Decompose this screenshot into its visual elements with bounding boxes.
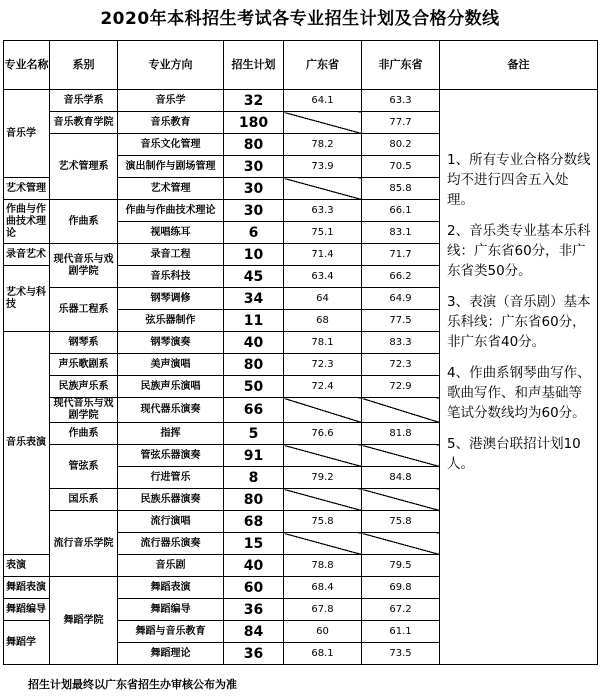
- direction-cell: 民族声乐演唱: [118, 376, 224, 398]
- dept-cell: 声乐歌剧系: [50, 354, 118, 376]
- direction-cell: 音乐科技: [118, 266, 224, 288]
- non-guangdong-score-cell: 77.5: [362, 310, 440, 332]
- guangdong-score-cell: 73.9: [284, 156, 362, 178]
- remark-note: 4、作曲系钢琴曲写作、歌曲写作、和声基础等笔试分数线均为60分。: [447, 365, 591, 421]
- direction-cell: 舞蹈表演: [118, 577, 224, 599]
- direction-cell: 行进管乐: [118, 467, 224, 489]
- non-guangdong-score-cell: 83.1: [362, 222, 440, 244]
- major-cell: 艺术管理: [4, 178, 50, 200]
- non-guangdong-score-cell: 85.8: [362, 178, 440, 200]
- plan-cell: 30: [224, 156, 284, 178]
- header-remarks: 备注: [440, 41, 598, 90]
- direction-cell: 舞蹈理论: [118, 643, 224, 665]
- non-guangdong-score-cell: 64.9: [362, 288, 440, 310]
- remarks-cell: [440, 90, 598, 665]
- guangdong-score-cell: 72.3: [284, 354, 362, 376]
- empty-score-cell: [284, 489, 362, 511]
- plan-cell: 36: [224, 643, 284, 665]
- direction-cell: 艺术管理: [118, 178, 224, 200]
- header-plan: 招生计划: [224, 41, 284, 90]
- guangdong-score-cell: 78.8: [284, 555, 362, 577]
- non-guangdong-score-cell: 67.2: [362, 599, 440, 621]
- plan-cell: 40: [224, 332, 284, 354]
- plan-cell: 40: [224, 555, 284, 577]
- major-cell: 音乐表演: [4, 332, 50, 555]
- guangdong-score-cell: 78.2: [284, 134, 362, 156]
- non-guangdong-score-cell: 84.8: [362, 467, 440, 489]
- non-guangdong-score-cell: 81.8: [362, 423, 440, 445]
- direction-cell: 视唱练耳: [118, 222, 224, 244]
- direction-cell: 音乐文化管理: [118, 134, 224, 156]
- plan-cell: 10: [224, 244, 284, 266]
- plan-cell: 36: [224, 599, 284, 621]
- direction-cell: 管弦乐器演奏: [118, 445, 224, 467]
- direction-cell: 弦乐器制作: [118, 310, 224, 332]
- remark-note: 1、所有专业合格分数线均不进行四舍五入处理。: [447, 152, 591, 208]
- non-guangdong-score-cell: 71.7: [362, 244, 440, 266]
- page-title: 2020年本科招生考试各专业招生计划及合格分数线: [100, 9, 500, 29]
- guangdong-score-cell: 60: [284, 621, 362, 643]
- guangdong-score-cell: 64.1: [284, 90, 362, 112]
- major-cell: 艺术与科技: [4, 266, 50, 332]
- plan-cell: 80: [224, 134, 284, 156]
- plan-cell: 32: [224, 90, 284, 112]
- dept-cell: 音乐教育学院: [50, 112, 118, 134]
- direction-cell: 音乐剧: [118, 555, 224, 577]
- major-cell: 音乐学: [4, 90, 50, 178]
- direction-cell: 指挥: [118, 423, 224, 445]
- plan-cell: 30: [224, 200, 284, 222]
- plan-cell: 15: [224, 533, 284, 555]
- dept-cell: 音乐学系: [50, 90, 118, 112]
- plan-cell: 180: [224, 112, 284, 134]
- table-row: [4, 90, 598, 112]
- empty-score-cell: [362, 445, 440, 467]
- plan-cell: 8: [224, 467, 284, 489]
- non-guangdong-score-cell: 77.7: [362, 112, 440, 134]
- guangdong-score-cell: 63.4: [284, 266, 362, 288]
- direction-cell: 民族乐器演奏: [118, 489, 224, 511]
- guangdong-score-cell: 63.3: [284, 200, 362, 222]
- plan-cell: 80: [224, 354, 284, 376]
- direction-cell: 演出制作与剧场管理: [118, 156, 224, 178]
- plan-cell: 50: [224, 376, 284, 398]
- empty-score-cell: [362, 533, 440, 555]
- plan-cell: 60: [224, 577, 284, 599]
- guangdong-score-cell: 75.1: [284, 222, 362, 244]
- remark-note: 2、音乐类专业基本乐科线：广东省60分，非广东省类50分。: [447, 223, 591, 279]
- guangdong-score-cell: 71.4: [284, 244, 362, 266]
- non-guangdong-score-cell: 66.1: [362, 200, 440, 222]
- header-major: 专业名称: [4, 41, 50, 90]
- dept-cell: 民族声乐系: [50, 376, 118, 398]
- empty-score-cell: [284, 178, 362, 200]
- dept-cell: 作曲系: [50, 423, 118, 445]
- non-guangdong-score-cell: 66.2: [362, 266, 440, 288]
- header-dept: 系别: [50, 41, 118, 90]
- dept-cell: 现代音乐与戏剧学院: [50, 244, 118, 288]
- guangdong-score-cell: 68.1: [284, 643, 362, 665]
- guangdong-score-cell: 78.1: [284, 332, 362, 354]
- plan-cell: 68: [224, 511, 284, 533]
- empty-score-cell: [284, 112, 362, 134]
- dept-cell: 乐器工程系: [50, 288, 118, 332]
- dept-cell: 作曲系: [50, 200, 118, 244]
- direction-cell: 美声演唱: [118, 354, 224, 376]
- plan-cell: 11: [224, 310, 284, 332]
- major-cell: 录音艺术: [4, 244, 50, 266]
- dept-cell: 管弦系: [50, 445, 118, 489]
- non-guangdong-score-cell: 70.5: [362, 156, 440, 178]
- non-guangdong-score-cell: 79.5: [362, 555, 440, 577]
- direction-cell: 钢琴演奏: [118, 332, 224, 354]
- guangdong-score-cell: 79.2: [284, 467, 362, 489]
- major-cell: 舞蹈学: [4, 621, 50, 665]
- header-guangdong: 广东省: [284, 41, 362, 90]
- non-guangdong-score-cell: 63.3: [362, 90, 440, 112]
- non-guangdong-score-cell: 73.5: [362, 643, 440, 665]
- header-direction: 专业方向: [118, 41, 224, 90]
- plan-cell: 5: [224, 423, 284, 445]
- non-guangdong-score-cell: 83.3: [362, 332, 440, 354]
- plan-cell: 66: [224, 398, 284, 423]
- direction-cell: 舞蹈编导: [118, 599, 224, 621]
- footer-note: 招生计划最终以广东省招生办审核公布为准: [28, 678, 237, 691]
- dept-cell: 钢琴系: [50, 332, 118, 354]
- guangdong-score-cell: 68.4: [284, 577, 362, 599]
- dept-cell: 流行音乐学院: [50, 511, 118, 577]
- admission-table: [3, 40, 598, 665]
- plan-cell: 45: [224, 266, 284, 288]
- dept-cell: 艺术管理系: [50, 134, 118, 200]
- plan-cell: 6: [224, 222, 284, 244]
- direction-cell: 音乐教育: [118, 112, 224, 134]
- major-cell: 作曲与作曲技术理论: [4, 200, 50, 244]
- major-cell: 舞蹈表演: [4, 577, 50, 599]
- direction-cell: 录音工程: [118, 244, 224, 266]
- guangdong-score-cell: 72.4: [284, 376, 362, 398]
- non-guangdong-score-cell: 61.1: [362, 621, 440, 643]
- empty-score-cell: [284, 398, 362, 423]
- direction-cell: 音乐学: [118, 90, 224, 112]
- remark-note: 5、港澳台联招计划10人。: [447, 436, 581, 472]
- guangdong-score-cell: 76.6: [284, 423, 362, 445]
- table-header-row: [4, 41, 598, 90]
- empty-score-cell: [284, 445, 362, 467]
- major-cell: 舞蹈编导: [4, 599, 50, 621]
- non-guangdong-score-cell: 69.8: [362, 577, 440, 599]
- dept-cell: 国乐系: [50, 489, 118, 511]
- guangdong-score-cell: 68: [284, 310, 362, 332]
- plan-cell: 84: [224, 621, 284, 643]
- non-guangdong-score-cell: 72.9: [362, 376, 440, 398]
- header-non-guangdong: 非广东省: [362, 41, 440, 90]
- direction-cell: 流行器乐演奏: [118, 533, 224, 555]
- guangdong-score-cell: 64: [284, 288, 362, 310]
- non-guangdong-score-cell: 80.2: [362, 134, 440, 156]
- plan-cell: 30: [224, 178, 284, 200]
- major-cell: 表演: [4, 555, 50, 577]
- direction-cell: 舞蹈与音乐教育: [118, 621, 224, 643]
- dept-cell: 舞蹈学院: [50, 577, 118, 665]
- empty-score-cell: [362, 489, 440, 511]
- guangdong-score-cell: 75.8: [284, 511, 362, 533]
- direction-cell: 流行演唱: [118, 511, 224, 533]
- empty-score-cell: [284, 533, 362, 555]
- plan-cell: 34: [224, 288, 284, 310]
- empty-score-cell: [362, 398, 440, 423]
- non-guangdong-score-cell: 75.8: [362, 511, 440, 533]
- direction-cell: 现代器乐演奏: [118, 398, 224, 423]
- dept-cell: 现代音乐与戏剧学院: [50, 398, 118, 423]
- direction-cell: 钢琴调修: [118, 288, 224, 310]
- direction-cell: 作曲与作曲技术理论: [118, 200, 224, 222]
- plan-cell: 91: [224, 445, 284, 467]
- remark-note: 3、表演（音乐剧）基本乐科线：广东省60分，非广东省40分。: [447, 294, 591, 350]
- guangdong-score-cell: 67.8: [284, 599, 362, 621]
- plan-cell: 80: [224, 489, 284, 511]
- non-guangdong-score-cell: 72.3: [362, 354, 440, 376]
